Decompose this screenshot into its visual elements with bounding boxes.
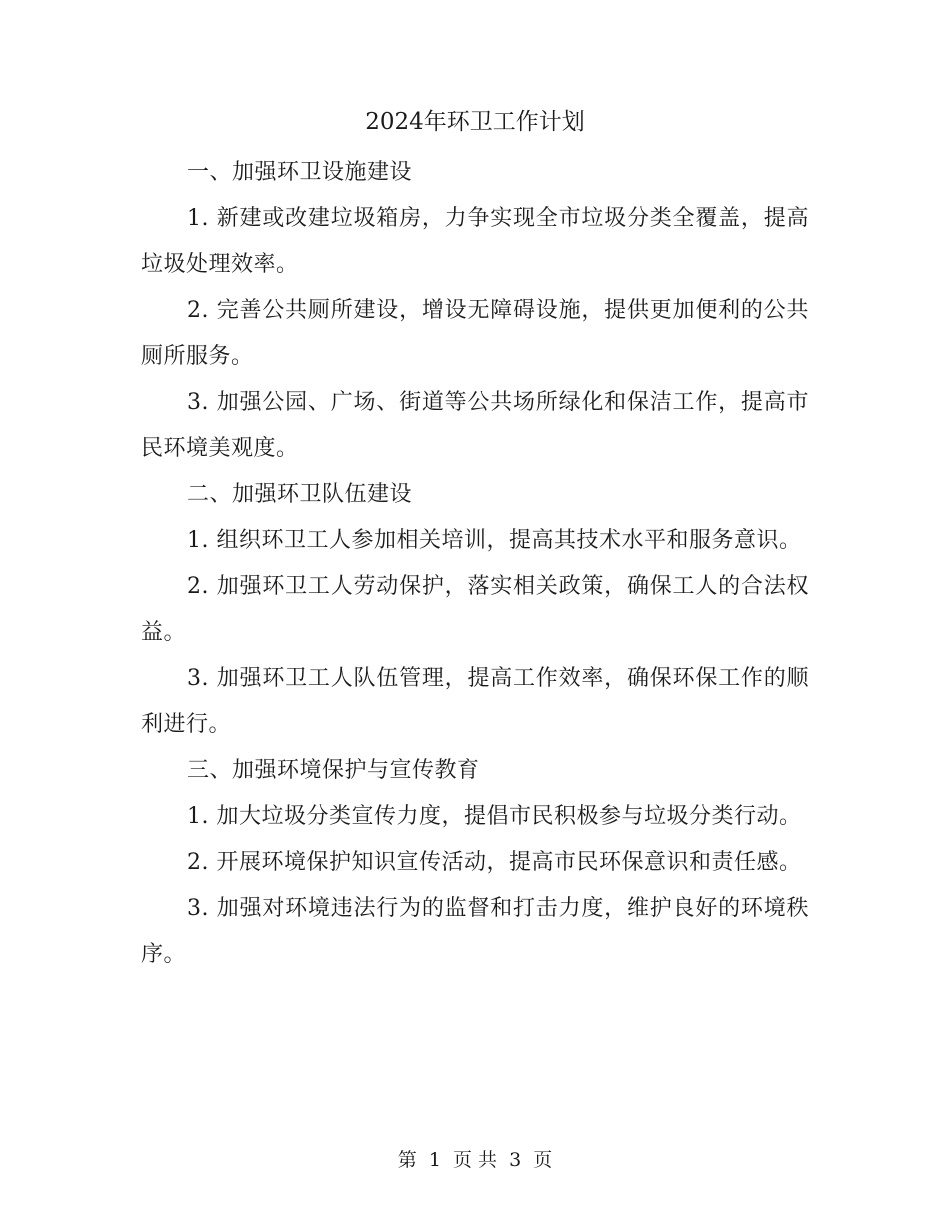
page-label-mid: 页 共 [452,1149,498,1171]
section-heading-3: 三、加强环境保护与宣传教育 [187,758,480,783]
section-heading-2: 二、加强环卫队伍建设 [187,482,413,507]
page-label-suffix: 页 [533,1149,553,1171]
page-footer [0,1146,950,1174]
section-1-item-3: 3. 加强公园、广场、街道等公共场所绿化和保洁工作，提高市民环境美观度。 [141,390,809,461]
section-heading-1: 一、加强环卫设施建设 [187,160,413,185]
section-2-item-3: 3. 加强环卫工人队伍管理，提高工作效率，确保环保工作的顺利进行。 [141,666,809,737]
section-2-item-2: 2. 加强环卫工人劳动保护，落实相关政策，确保工人的合法权益。 [141,574,809,645]
section-3-item-1: 1. 加大垃圾分类宣传力度，提倡市民积极参与垃圾分类行动。 [187,804,802,829]
section-3-item-2: 2. 开展环境保护知识宣传活动，提高市民环保意识和责任感。 [187,850,802,875]
section-2-item-1: 1. 组织环卫工人参加相关培训，提高其技术水平和服务意识。 [187,528,802,553]
document-body [141,150,809,978]
total-pages-number: 3 [509,1149,522,1171]
section-3-item-3: 3. 加强对环境违法行为的监督和打击力度，维护良好的环境秩序。 [141,896,809,967]
section-1-item-2: 2. 完善公共厕所建设，增设无障碍设施，提供更加便利的公共厕所服务。 [141,298,809,369]
section-1-item-1: 1. 新建或改建垃圾箱房，力争实现全市垃圾分类全覆盖，提高垃圾处理效率。 [141,206,809,277]
document-title: 2024年环卫工作计划 [365,109,585,135]
page-label-prefix: 第 [397,1149,417,1171]
current-page-number: 1 [428,1149,441,1171]
